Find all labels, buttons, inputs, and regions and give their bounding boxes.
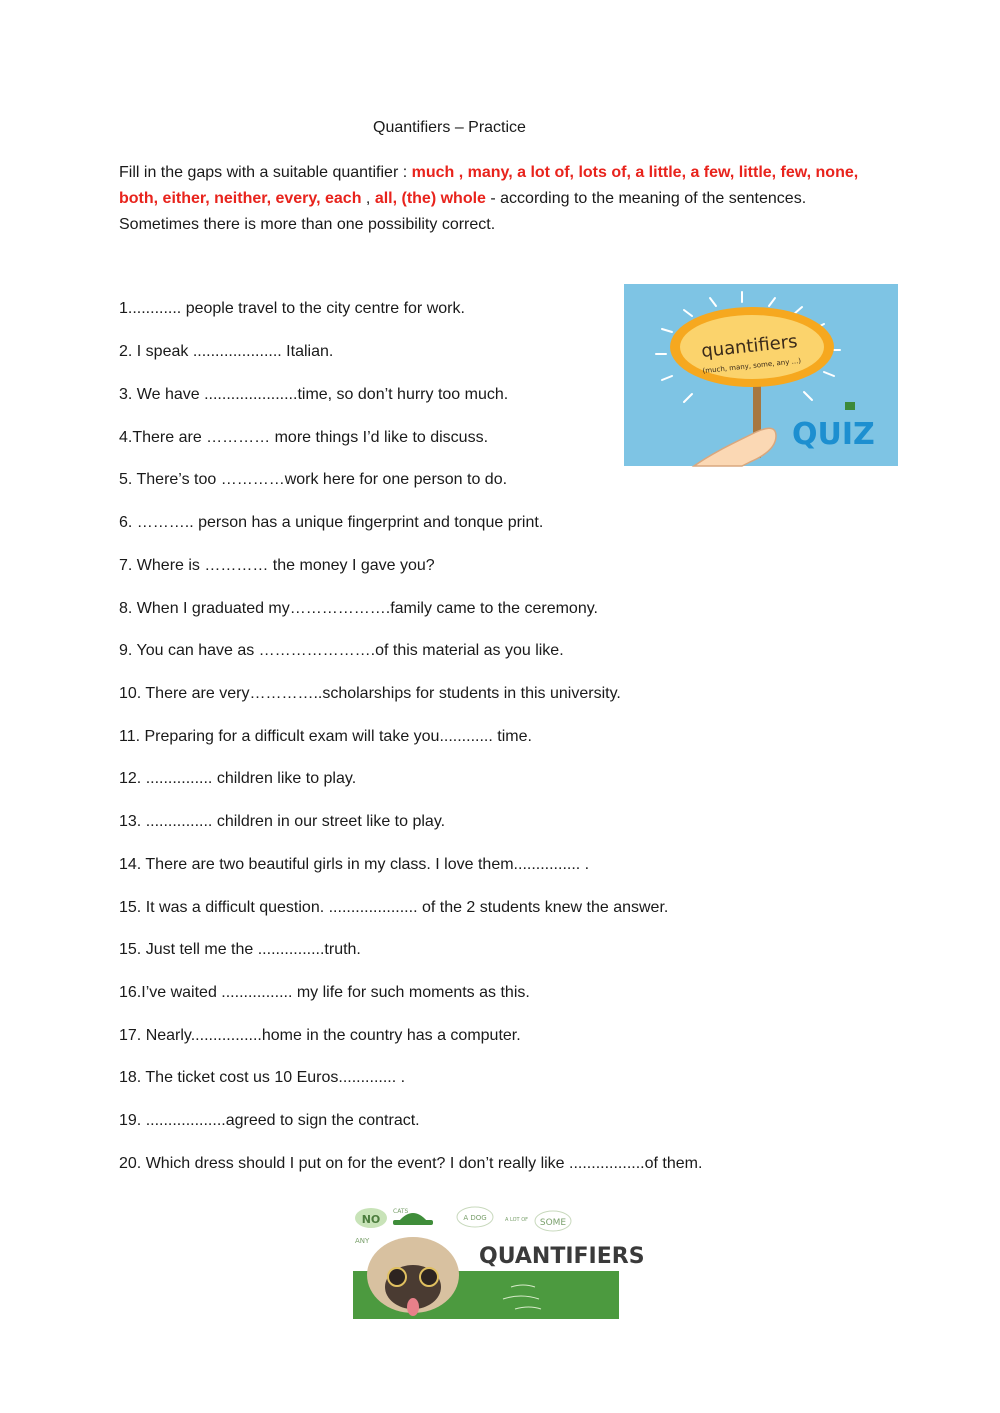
bubble-a-dog-text: A DOG bbox=[463, 1214, 487, 1222]
flag-icon bbox=[845, 402, 855, 410]
pug-title-text: QUANTIFIERS bbox=[479, 1244, 645, 1269]
question-14: 14. There are two beautiful girls in my class. I love them............... . bbox=[119, 856, 590, 873]
sign-subtext: (much, many, some, any ...) bbox=[702, 356, 802, 376]
instructions bbox=[119, 160, 859, 238]
speech-bubble-icon bbox=[457, 1207, 493, 1227]
bubble-no-text: NO bbox=[361, 1213, 381, 1226]
bubble-any-text: ANY bbox=[355, 1237, 370, 1245]
page-title: Quantifiers – Practice bbox=[373, 119, 526, 136]
question-17: 17. Nearly................home in the country has a computer. bbox=[119, 1027, 521, 1044]
question-18: 18. The ticket cost us 10 Euros............. . bbox=[119, 1069, 406, 1086]
question-16: 16.I’ve waited ................ my life for such moments as this. bbox=[119, 984, 530, 1001]
question-20: 20. Which dress should I put on for the event? I don’t really like .................of them. bbox=[119, 1155, 703, 1172]
question-12: 12. ............... children like to play. bbox=[119, 770, 357, 787]
quantifiers-pug-image bbox=[353, 1203, 645, 1319]
sign-text: quantifiers bbox=[700, 331, 799, 363]
instructions-separator: , bbox=[361, 190, 375, 207]
bubble-lot-text: A LOT OF bbox=[505, 1217, 529, 1223]
question-13: 13. ............... children in our street like to play. bbox=[119, 813, 446, 830]
question-9: 9. You can have as ………………….of this material as you like. bbox=[119, 642, 564, 659]
question-3: 3. We have .....................time, so don’t hurry too much. bbox=[119, 386, 509, 403]
question-15: 15. It was a difficult question. .................... of the 2 students knew the answer. bbox=[119, 899, 669, 916]
bubble-some-text: SOME bbox=[539, 1218, 567, 1228]
question-10: 10. There are very…………..scholarships for students in this university. bbox=[119, 685, 621, 702]
quantifier-list-2: all, (the) whole bbox=[374, 190, 486, 207]
question-15b: 15. Just tell me the ...............truth. bbox=[119, 941, 361, 958]
instructions-prefix: Fill in the gaps with a suitable quantifier : bbox=[119, 164, 412, 181]
quantifier-list: much , many, a lot of, lots of, a little, a few, little, few, none, both, either, neither, every, each bbox=[119, 164, 859, 207]
question-2: 2. I speak .................... Italian. bbox=[119, 343, 334, 360]
speech-bubble-icon bbox=[535, 1211, 571, 1231]
bubble-cats-text: CATS bbox=[393, 1208, 409, 1215]
quiz-text: QUIZ bbox=[792, 417, 875, 452]
quantifiers-quiz-image bbox=[624, 284, 898, 466]
instructions-suffix: - according to the meaning of the sentences. Sometimes there is more than one possibility correct. bbox=[119, 190, 807, 233]
question-19: 19. ..................agreed to sign the contract. bbox=[119, 1112, 420, 1129]
question-1: 1............ people travel to the city centre for work. bbox=[119, 300, 465, 317]
question-6: 6. ……….. person has a unique fingerprint and tonque print. bbox=[119, 514, 544, 531]
question-11: 11. Preparing for a difficult exam will take you............ time. bbox=[119, 728, 532, 745]
question-4: 4.There are ………… more things I’d like to discuss. bbox=[119, 429, 489, 446]
question-5: 5. There’s too …………work here for one person to do. bbox=[119, 471, 508, 488]
question-7: 7. Where is ………… the money I gave you? bbox=[119, 557, 435, 574]
question-8: 8. When I graduated my……………….family came to the ceremony. bbox=[119, 600, 598, 617]
speech-bubble-icon bbox=[355, 1208, 387, 1228]
